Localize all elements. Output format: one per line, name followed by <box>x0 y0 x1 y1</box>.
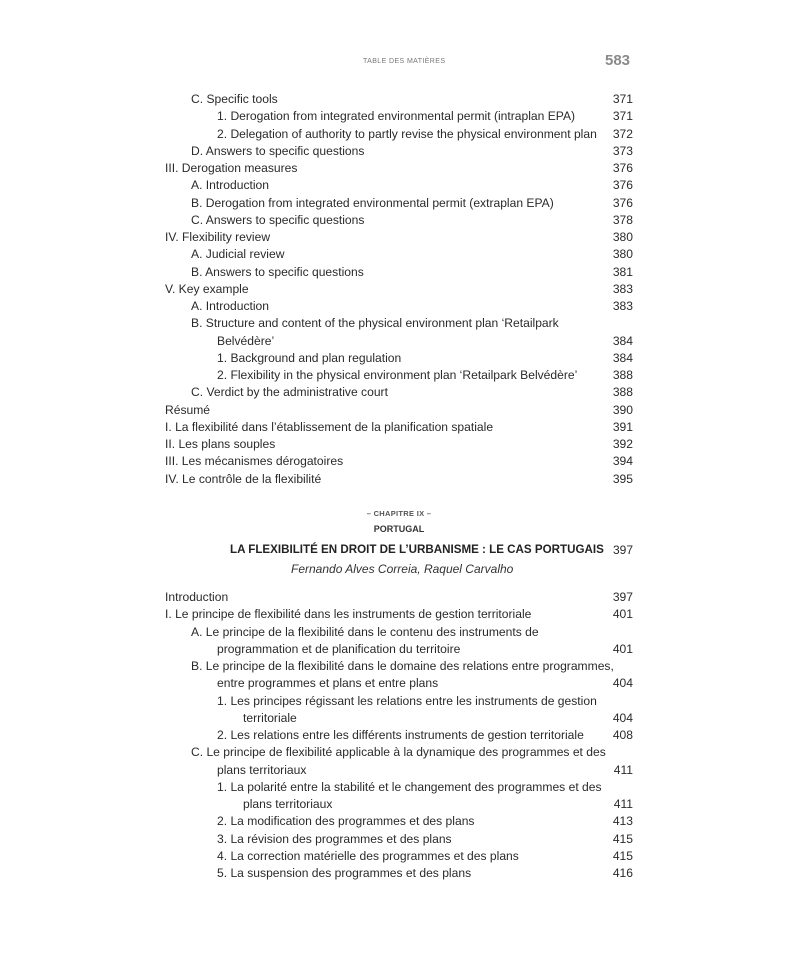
toc-entry-text: C. Verdict by the administrative court <box>191 385 388 400</box>
toc-entry-text: III. Les mécanismes dérogatoires <box>165 454 344 469</box>
toc-entry-text: territoriale <box>243 710 297 725</box>
toc-entry-text: Résumé <box>165 402 211 417</box>
toc-entry-text: C. Le principe de flexibilité applicable à la dynamique des programmes et des <box>191 745 606 760</box>
table-of-contents-part-2 <box>165 589 633 882</box>
toc-entry-page: 404 <box>612 710 633 725</box>
toc-entry <box>165 710 633 727</box>
toc-entry-text: C. Answers to specific questions <box>191 212 365 227</box>
toc-entry-page: 371 <box>612 109 633 124</box>
toc-entry-page: 388 <box>612 368 633 382</box>
toc-entry-page: 372 <box>612 126 633 141</box>
toc-entry-page: 390 <box>612 402 633 417</box>
toc-entry-text: 2. Delegation of authority to partly revise the physical environment plan <box>217 126 597 141</box>
toc-entry <box>165 779 633 796</box>
toc-entry-page: 411 <box>613 762 633 777</box>
toc-entry-text: A. Introduction <box>191 178 269 193</box>
toc-entry-page: 411 <box>613 797 633 811</box>
toc-entry-text: V. Key example <box>165 281 249 296</box>
toc-entry-text: 2. Les relations entre les différents instruments de gestion territoriale <box>217 728 584 742</box>
toc-entry <box>165 813 633 830</box>
toc-entry-page: 404 <box>612 676 633 691</box>
toc-entry-text: A. Judicial review <box>191 247 285 262</box>
toc-entry-page: 380 <box>612 230 633 244</box>
toc-entry-page: 371 <box>612 92 633 106</box>
toc-entry-text: B. Le principe de la flexibilité dans le domaine des relations entre programmes, <box>191 659 614 673</box>
toc-entry <box>165 212 633 229</box>
toc-entry-text: 1. Derogation from integrated environmental permit (intraplan EPA) <box>217 109 576 124</box>
toc-entry <box>165 350 633 367</box>
toc-entry <box>165 195 633 212</box>
chapter-title-row <box>165 543 633 561</box>
toc-entry-page: 394 <box>612 454 633 469</box>
table-of-contents-part-1 <box>165 91 633 488</box>
toc-entry <box>165 264 633 281</box>
toc-entry-text: II. Les plans souples <box>165 437 276 451</box>
toc-entry <box>165 796 633 813</box>
toc-entry-page: 384 <box>612 333 633 348</box>
toc-entry-page: 415 <box>612 848 633 863</box>
toc-entry <box>165 658 633 675</box>
toc-entry <box>165 762 633 779</box>
toc-entry-text: 4. La correction matérielle des programmes et des plans <box>217 848 519 863</box>
running-title: TABLE DES MATIÈRES <box>363 58 446 65</box>
chapter-title: LA FLEXIBILITÉ EN DROIT DE L’URBANISME : LE CAS PORTUGAIS <box>230 543 604 556</box>
toc-entry-page: 380 <box>612 247 633 262</box>
toc-entry-text: 3. La révision des programmes et des plans <box>217 831 452 846</box>
toc-entry-page: 391 <box>612 419 633 434</box>
toc-entry-page: 413 <box>612 814 633 829</box>
toc-entry <box>165 281 633 298</box>
toc-entry <box>165 589 633 606</box>
toc-entry-text: D. Answers to specific questions <box>191 143 365 158</box>
toc-entry-page: 401 <box>612 607 633 622</box>
page-number: 583 <box>605 52 631 69</box>
toc-entry-text: I. La flexibilité dans l’établissement de la planification spatiale <box>165 419 494 434</box>
toc-entry-text: B. Structure and content of the physical environment plan ‘Retailpark <box>191 316 559 331</box>
toc-entry <box>165 624 633 641</box>
toc-entry-text: IV. Flexibility review <box>165 230 271 244</box>
toc-entry <box>165 315 633 332</box>
toc-entry-text: A. Le principe de la flexibilité dans le contenu des instruments de <box>191 624 539 639</box>
toc-entry <box>165 865 633 882</box>
toc-entry-page: 415 <box>612 831 633 846</box>
toc-entry <box>165 471 633 488</box>
toc-entry-text: 1. La polarité entre la stabilité et le changement des programmes et des <box>217 779 602 794</box>
toc-entry-page: 416 <box>612 866 633 880</box>
toc-entry-text: entre programmes et plans et entre plans <box>217 676 439 691</box>
toc-entry <box>165 402 633 419</box>
toc-entry <box>165 693 633 710</box>
toc-entry-page: 378 <box>612 212 633 227</box>
toc-entry-text: Belvédère’ <box>217 333 275 348</box>
toc-entry <box>165 641 633 658</box>
toc-entry-page: 376 <box>612 161 633 175</box>
toc-entry-text: plans territoriaux <box>243 797 333 811</box>
toc-entry-text: B. Derogation from integrated environmental permit (extraplan EPA) <box>191 195 554 210</box>
toc-entry-text: plans territoriaux <box>217 762 307 777</box>
toc-entry-page: 383 <box>612 299 633 313</box>
toc-entry-page: 376 <box>612 195 633 210</box>
toc-entry-page: 401 <box>612 641 633 656</box>
toc-entry <box>165 744 633 761</box>
chapter-authors: Fernando Alves Correia, Raquel Carvalho <box>291 562 514 576</box>
toc-entry <box>165 229 633 246</box>
toc-entry-text: 1. Background and plan regulation <box>217 350 402 365</box>
toc-entry <box>165 831 633 848</box>
toc-entry-text: 5. La suspension des programmes et des plans <box>217 866 472 880</box>
toc-entry-text: III. Derogation measures <box>165 161 298 175</box>
toc-entry <box>165 333 633 350</box>
toc-entry <box>165 108 633 125</box>
toc-entry-page: 408 <box>612 728 633 742</box>
toc-entry-page: 384 <box>612 350 633 365</box>
toc-entry <box>165 367 633 384</box>
toc-entry <box>165 419 633 436</box>
toc-entry-page: 373 <box>612 143 633 158</box>
chapter-title-page: 397 <box>612 543 633 557</box>
chapter-country: PORTUGAL <box>373 524 425 534</box>
toc-entry-text: C. Specific tools <box>191 92 278 106</box>
toc-entry <box>165 91 633 108</box>
toc-entry-page: 381 <box>612 264 633 279</box>
toc-entry <box>165 126 633 143</box>
toc-entry <box>165 160 633 177</box>
toc-entry <box>165 675 633 692</box>
toc-entry-page: 397 <box>612 590 633 604</box>
toc-entry-text: programmation et de planification du territoire <box>217 641 461 656</box>
toc-entry-text: 2. Flexibility in the physical environment plan ‘Retailpark Belvédère’ <box>217 368 578 382</box>
toc-entry-text: Introduction <box>165 590 229 604</box>
toc-entry-text: B. Answers to specific questions <box>191 264 364 279</box>
page-header <box>0 52 800 72</box>
toc-entry-page: 388 <box>612 385 633 400</box>
toc-entry-page: 383 <box>612 281 633 296</box>
toc-entry <box>165 384 633 401</box>
toc-entry-text: A. Introduction <box>191 299 269 313</box>
toc-entry-page: 395 <box>612 471 633 486</box>
toc-entry-page: 376 <box>612 178 633 193</box>
toc-entry <box>165 606 633 623</box>
chapter-label: – CHAPITRE IX – <box>366 509 432 518</box>
toc-entry-page: 392 <box>612 437 633 451</box>
toc-entry <box>165 848 633 865</box>
toc-entry <box>165 727 633 744</box>
toc-entry <box>165 436 633 453</box>
toc-entry <box>165 143 633 160</box>
toc-entry <box>165 453 633 470</box>
toc-entry <box>165 246 633 263</box>
toc-entry <box>165 177 633 194</box>
toc-entry-text: I. Le principe de flexibilité dans les instruments de gestion territoriale <box>165 607 532 622</box>
toc-entry-text: 2. La modification des programmes et des plans <box>217 814 475 829</box>
toc-entry-text: IV. Le contrôle de la flexibilité <box>165 471 322 486</box>
toc-entry-text: 1. Les principes régissant les relations entre les instruments de gestion <box>217 693 597 708</box>
toc-entry <box>165 298 633 315</box>
